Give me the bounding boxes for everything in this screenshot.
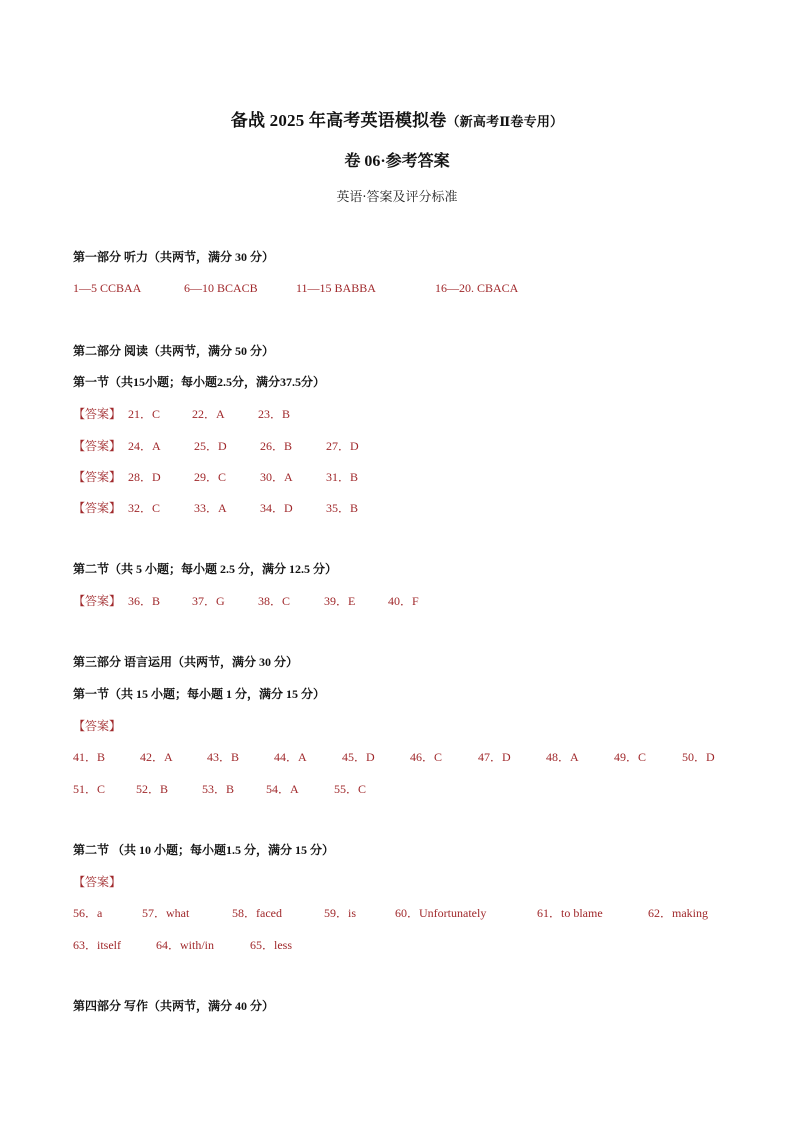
answer-item: 39．E bbox=[324, 594, 356, 608]
part1-answer-group: 1—5 CCBAA bbox=[73, 281, 142, 295]
document-title bbox=[0, 106, 794, 131]
answer-item: 57．what bbox=[142, 906, 190, 920]
answer-item: 23．B bbox=[258, 407, 291, 421]
answer-item: 36．B bbox=[128, 594, 161, 608]
answer-tag: 【答案】 bbox=[73, 719, 122, 733]
answer-item: 60．Unfortunately bbox=[395, 906, 487, 920]
answer-item: 58．faced bbox=[232, 906, 282, 920]
answer-item: 28．D bbox=[128, 470, 161, 484]
title-main: 备战 2025 年高考英语模拟卷 bbox=[230, 111, 447, 130]
answer-item: 27．D bbox=[326, 439, 359, 453]
answer-item: 35．B bbox=[326, 501, 359, 515]
answer-item: 38．C bbox=[258, 594, 291, 608]
answer-item: 62．making bbox=[648, 906, 708, 920]
answer-tag: 【答案】 bbox=[73, 501, 122, 515]
answer-item: 49．C bbox=[614, 750, 647, 764]
document-subtitle-2: 英语·答案及评分标准 bbox=[336, 190, 458, 205]
answer-item: 63．itself bbox=[73, 938, 121, 952]
answer-item: 33．A bbox=[194, 501, 227, 515]
answer-item: 26．B bbox=[260, 439, 293, 453]
answer-item: 59．is bbox=[324, 906, 357, 920]
answer-item: 40．F bbox=[388, 594, 419, 608]
answer-item: 53．B bbox=[202, 782, 235, 796]
part1-answer-group: 16—20. CBACA bbox=[435, 281, 519, 295]
part4-heading: 第四部分 写作（共两节，满分 40 分） bbox=[73, 999, 275, 1013]
answer-item: 43．B bbox=[207, 750, 240, 764]
answer-item: 24．A bbox=[128, 439, 161, 453]
answer-item: 50．D bbox=[682, 750, 715, 764]
answer-item: 25．D bbox=[194, 439, 227, 453]
part3-heading: 第三部分 语言运用（共两节，满分 30 分） bbox=[73, 655, 299, 669]
answer-tag: 【答案】 bbox=[73, 875, 122, 889]
answer-item: 32．C bbox=[128, 501, 161, 515]
answer-item: 29．C bbox=[194, 470, 227, 484]
part1-answer-group: 11—15 BABBA bbox=[296, 281, 376, 295]
answer-item: 45．D bbox=[342, 750, 375, 764]
answer-item: 51．C bbox=[73, 782, 106, 796]
answer-tag: 【答案】 bbox=[73, 594, 122, 608]
answer-item: 34．D bbox=[260, 501, 293, 515]
part3-section2-heading: 第二节 （共 10 小题；每小题1.5 分，满分 15 分） bbox=[73, 843, 335, 857]
answer-item: 64．with/in bbox=[156, 938, 215, 952]
answer-item: 55．C bbox=[334, 782, 367, 796]
part2-section1-heading: 第一节（共15小题；每小题2.5分，满分37.5分） bbox=[73, 375, 326, 389]
answer-item: 44．A bbox=[274, 750, 307, 764]
answer-item: 48．A bbox=[546, 750, 579, 764]
answer-item: 47．D bbox=[478, 750, 511, 764]
part1-answer-group: 6—10 BCACB bbox=[184, 281, 258, 295]
answer-item: 56．a bbox=[73, 906, 103, 920]
answer-item: 54．A bbox=[266, 782, 299, 796]
answer-item: 31．B bbox=[326, 470, 359, 484]
answer-tag: 【答案】 bbox=[73, 439, 122, 453]
answer-item: 22．A bbox=[192, 407, 225, 421]
answer-item: 37．G bbox=[192, 594, 225, 608]
answer-tag: 【答案】 bbox=[73, 470, 122, 484]
part2-heading: 第二部分 阅读（共两节，满分 50 分） bbox=[73, 344, 275, 358]
part1-heading: 第一部分 听力（共两节，满分 30 分） bbox=[73, 250, 275, 264]
answer-item: 30．A bbox=[260, 470, 293, 484]
answer-item: 41．B bbox=[73, 750, 106, 764]
title-paren: （新高考Ⅱ卷专用） bbox=[446, 114, 564, 129]
answer-item: 42．A bbox=[140, 750, 173, 764]
answer-item: 52．B bbox=[136, 782, 169, 796]
answer-item: 61．to blame bbox=[537, 906, 603, 920]
answer-tag: 【答案】 bbox=[73, 407, 122, 421]
part3-section1-heading: 第一节（共 15 小题；每小题 1 分，满分 15 分） bbox=[73, 687, 326, 701]
answer-item: 21．C bbox=[128, 407, 161, 421]
document-subtitle: 卷 06·参考答案 bbox=[344, 153, 450, 170]
part2-section2-heading: 第二节（共 5 小题；每小题 2.5 分，满分 12.5 分） bbox=[73, 562, 338, 576]
answer-item: 46．C bbox=[410, 750, 443, 764]
answer-item: 65．less bbox=[250, 938, 293, 952]
